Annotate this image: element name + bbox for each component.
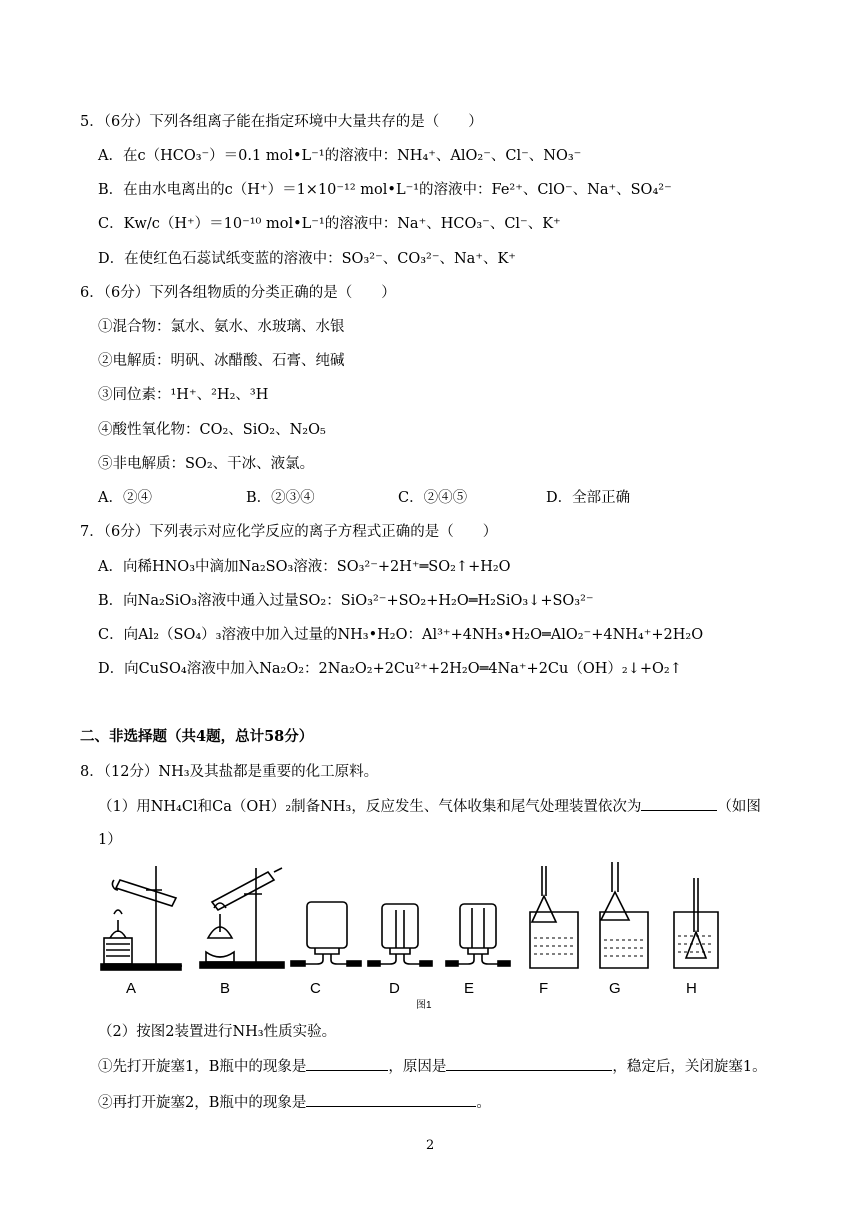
q8-step1-reason: ，原因是 — [388, 1059, 447, 1075]
apparatus-d — [368, 904, 432, 966]
q7-stem: 7．（6分）下列表示对应化学反应的离子方程式正确的是（ ） — [80, 524, 498, 540]
q8-step1-text: ①先打开旋塞1，B瓶中的现象是 — [98, 1059, 307, 1075]
section-heading: 二、非选择题（共4题，总计58分） — [80, 728, 314, 745]
figure-label-c: C — [310, 980, 321, 997]
q6-item-2: ②电解质：明矾、冰醋酸、石膏、纯碱 — [98, 353, 345, 369]
figure-caption: 图1 — [416, 1000, 432, 1011]
answer-blank[interactable] — [306, 1092, 476, 1107]
q5-stem: 5．（6分）下列各组离子能在指定环境中大量共存的是（ ） — [80, 114, 483, 130]
q6-option-b: B．②③④ — [246, 490, 315, 506]
q8-part1-text: （1）用NH₄Cl和Ca（OH）₂制备NH₃，反应发生、气体收集和尾气处理装置依次为 — [98, 799, 642, 815]
apparatus-c — [291, 902, 361, 966]
q7-option-d: D．向CuSO₄溶液中加入Na₂O₂：2Na₂O₂+2Cu²⁺+2H₂O═4Na⁺+2Cu（OH）₂↓+O₂↑ — [98, 661, 682, 677]
figure-label-g: G — [609, 980, 621, 997]
figure-label-h: H — [686, 980, 697, 997]
answer-blank[interactable] — [641, 796, 717, 811]
q5-option-c: C．Kw/c（H⁺）＝10⁻¹⁰ mol•L⁻¹的溶液中：Na⁺、HCO₃⁻、Cl⁻、K⁺ — [98, 216, 561, 232]
q6-item-3: ③同位素：¹H⁺、²H₂、³H — [98, 387, 269, 403]
q5-option-b: B．在由水电离出的c（H⁺）＝1×10⁻¹² mol•L⁻¹的溶液中：Fe²⁺、ClO⁻、Na⁺、SO₄²⁻ — [98, 182, 672, 198]
answer-blank[interactable] — [446, 1056, 612, 1071]
q6-item-4: ④酸性氧化物：CO₂、SiO₂、N₂O₅ — [98, 422, 326, 438]
apparatus-drawing — [96, 858, 736, 1008]
apparatus-g — [600, 862, 648, 968]
figure-label-d: D — [389, 980, 400, 997]
figure-label-f: F — [539, 980, 549, 997]
answer-blank[interactable] — [306, 1056, 388, 1071]
q6-item-5: ⑤非电解质：SO₂、干冰、液氯。 — [98, 456, 315, 472]
q5-option-a: A．在c（HCO₃⁻）＝0.1 mol•L⁻¹的溶液中：NH₄⁺、AlO₂⁻、Cl⁻、NO₃⁻ — [98, 148, 582, 164]
q6-stem: 6．（6分）下列各组物质的分类正确的是（ ） — [80, 285, 396, 301]
figure-label-b: B — [220, 980, 231, 997]
q5-option-d: D．在使红色石蕊试纸变蓝的溶液中：SO₃²⁻、CO₃²⁻、Na⁺、K⁺ — [98, 251, 516, 267]
q6-item-1: ①混合物：氯水、氨水、水玻璃、水银 — [98, 319, 345, 335]
q8-part1 — [98, 796, 761, 817]
figure-label-a: A — [126, 980, 137, 997]
apparatus-e — [446, 904, 510, 966]
q8-part2: （2）按图2装置进行NH₃性质实验。 — [98, 1024, 337, 1040]
q8-step1-tail: ，稳定后，关闭旋塞1。 — [612, 1059, 767, 1075]
q8-step2 — [98, 1092, 491, 1113]
q6-option-a: A．②④ — [98, 490, 152, 506]
q8-step1 — [98, 1056, 767, 1077]
q8-step2-tail: 。 — [476, 1095, 491, 1111]
apparatus-f — [530, 866, 578, 968]
q8-stem: 8．（12分）NH₃及其盐都是重要的化工原料。 — [80, 764, 379, 780]
apparatus-a — [101, 866, 182, 970]
apparatus-b — [200, 868, 284, 968]
apparatus-h — [674, 878, 718, 968]
q7-option-a: A．向稀HNO₃中滴加Na₂SO₃溶液：SO₃²⁻+2H⁺═SO₂↑+H₂O — [98, 559, 511, 575]
q8-part1-tail: （如图 — [717, 799, 761, 815]
q8-part1-cont: 1） — [98, 832, 122, 848]
q6-option-c: C．②④⑤ — [398, 490, 468, 506]
q8-step2-text: ②再打开旋塞2，B瓶中的现象是 — [98, 1095, 307, 1111]
q7-option-b: B．向Na₂SiO₃溶液中通入过量SO₂：SiO₃²⁻+SO₂+H₂O═H₂SiO₃↓+SO₃²⁻ — [98, 593, 594, 609]
figure-label-e: E — [464, 980, 475, 997]
page-number: 2 — [426, 1138, 435, 1153]
q7-option-c: C．向Al₂（SO₄）₃溶液中加入过量的NH₃•H₂O：Al³⁺+4NH₃•H₂O═AlO₂⁻+4NH₄⁺+2H₂O — [98, 627, 704, 643]
q6-option-d: D．全部正确 — [546, 490, 631, 506]
apparatus-figure — [96, 858, 736, 1011]
